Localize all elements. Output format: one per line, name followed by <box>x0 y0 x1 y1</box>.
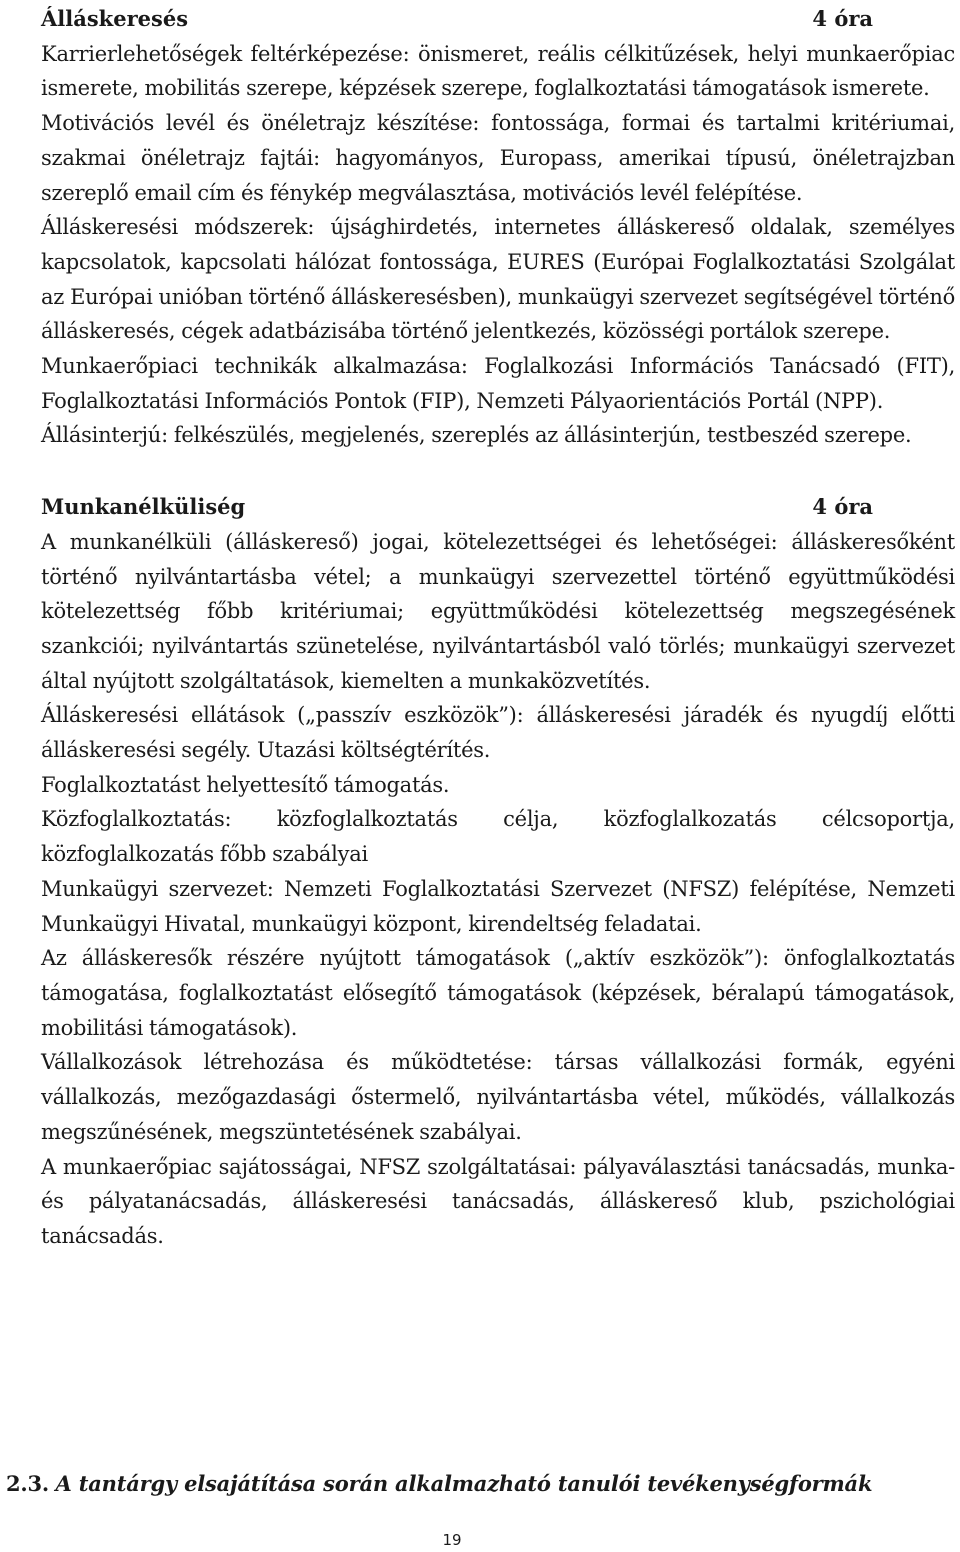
paragraph: Álláskeresési módszerek: újsághirdetés, internetes álláskereső oldalak, személyes kapcsolatok, kapcsolati hálózat fontossága, EURES (Európai Foglalkoztatási Szolgálat az Európai unióban történő álláskeresésben), munkaügyi szervezet segítségével történő álláskeresés, cégek adatbázisába történő jelentkezés, közösségi portálok szerepe. <box>41 215 955 344</box>
paragraph: Karrierlehetőségek feltérképezése: önismeret, reális célkitűzések, helyi munkaerőpiac ismerete, mobilitás szerepe, képzések szerepe, foglalkoztatási támogatások ismerete. <box>41 41 955 101</box>
section-hours: 4 óra <box>812 494 873 520</box>
subsection-number: 2.3. <box>6 1471 50 1496</box>
subsection-title: A tantárgy elsajátítása során alkalmazható tanulói tevékenységformák <box>55 1471 873 1496</box>
paragraph: Állásinterjú: felkészülés, megjelenés, szereplés az állásinterjún, testbeszéd szerepe. <box>41 423 912 448</box>
section-hours: 4 óra <box>812 6 873 31</box>
paragraph: Munkaügyi szervezet: Nemzeti Foglalkoztatási Szervezet (NFSZ) felépítése, Nemzeti Munkaügyi Hivatal, munkaügyi központ, kirendeltség feladatai. <box>41 876 955 936</box>
section-heading <box>41 488 873 525</box>
subsection-heading <box>6 1467 872 1501</box>
page-number: 19 <box>442 1531 462 1549</box>
paragraph: Vállalkozások létrehozása és működtetése: társas vállalkozási formák, egyéni vállalkozás, mezőgazdasági őstermelő, nyilvántartásba vétel, működés, vállalkozás megszűnésének, megszüntetésének szabályai. <box>41 1050 955 1144</box>
section-title: Álláskeresés <box>41 6 189 31</box>
section-heading <box>41 0 873 37</box>
paragraph: Közfoglalkoztatás: közfoglalkoztatás célja, közfoglalkozatás célcsoportja, közfoglalkozatás főbb szabályai <box>41 807 955 867</box>
section-title: Munkanélküliség <box>41 494 246 520</box>
paragraph: A munkanélküli (álláskereső) jogai, kötelezettségei és lehetőségei: álláskeresőként történő nyilvántartásba vétel; a munkaügyi szervezettel történő együttműködési kötelezettség főbb kritériumai; együttműködési kötelezettség megszegésének szankciói; nyilvántartás szünetelése, nyilvántartásból való törlés; munkaügyi szervezet által nyújtott szolgáltatások, kiemelten a munkaközvetítés. <box>41 529 955 693</box>
section-munkanelkuliseg <box>41 488 955 1253</box>
paragraph: A munkaerőpiac sajátosságai, NFSZ szolgáltatásai: pályaválasztási tanácsadás, munka- és pályatanácsadás, álláskeresési tanácsadás, álláskereső klub, pszichológiai tanácsadás. <box>41 1154 955 1248</box>
paragraph: Foglalkoztatást helyettesítő támogatás. <box>41 772 450 797</box>
section-allaskereses <box>41 0 955 453</box>
paragraph: Álláskeresési ellátások („passzív eszközök”): álláskeresési járadék és nyugdíj előtti álláskeresési segély. Utazási költségtérítés. <box>41 703 955 763</box>
paragraph: Motivációs levél és önéletrajz készítése: fontossága, formai és tartalmi kritériumai, szakmai önéletrajz fajtái: hagyományos, Europass, amerikai típusú, önéletrajzban szereplő email cím és fénykép megválasztása, motivációs levél felépítése. <box>41 111 955 205</box>
page-content <box>41 0 955 1254</box>
paragraph: Az álláskeresők részére nyújtott támogatások („aktív eszközök”): önfoglalkoztatás támogatása, foglalkoztatást elősegítő támogatások (képzések, béralapú támogatások, mobilitási támogatások). <box>41 946 955 1040</box>
paragraph: Munkaerőpiaci technikák alkalmazása: Foglalkozási Információs Tanácsadó (FIT), Foglalkoztatási Információs Pontok (FIP), Nemzeti Pályaorientációs Portál (NPP). <box>41 354 955 413</box>
